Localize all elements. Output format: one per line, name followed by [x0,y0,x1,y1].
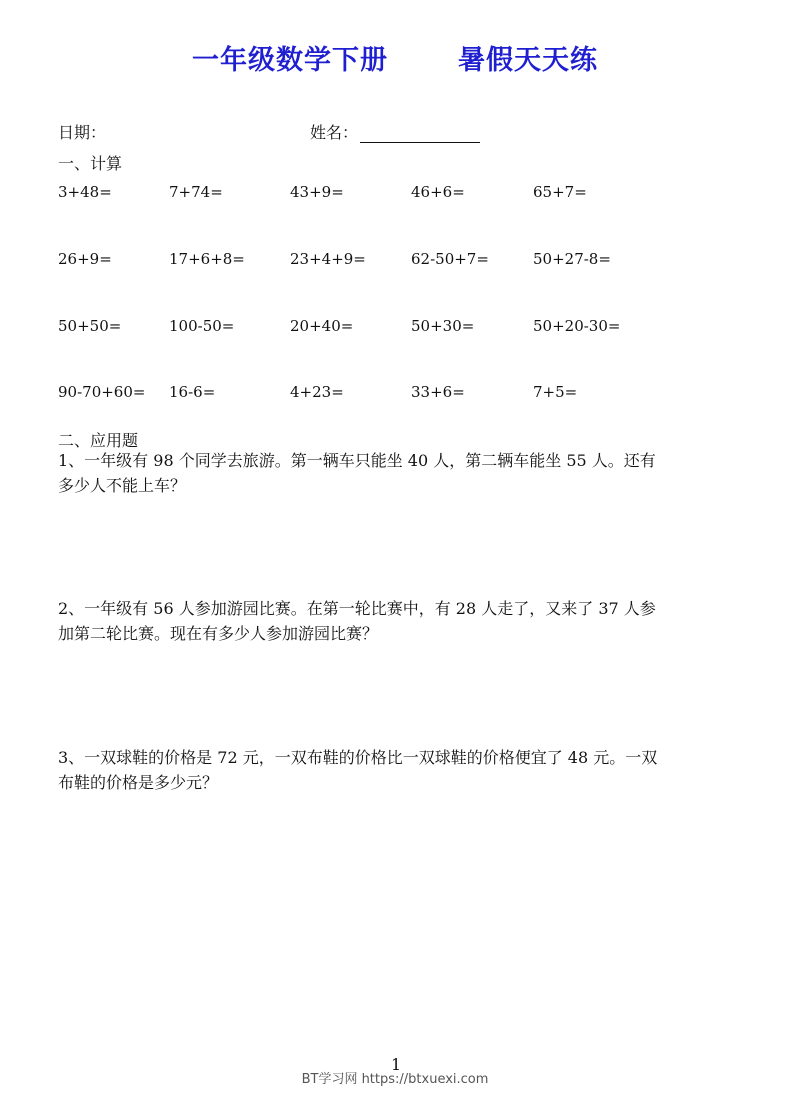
title-left: 一年级数学下册 [192,45,388,76]
calc-item: 7+5= [533,383,578,401]
title-right: 暑假天天练 [458,45,598,76]
calc-item: 50+30= [411,317,475,335]
application-heading: 二、应用题 [58,431,139,450]
word-problem [58,448,738,498]
calc-row [0,183,790,203]
problem-text: 多少人不能上车？ [58,476,187,495]
name-field [310,120,480,143]
calc-item: 65+7= [533,183,587,201]
calc-row [0,250,790,270]
calc-heading: 一、计算 [58,154,123,173]
calc-item: 100-50= [169,317,235,335]
footer-watermark: BT学习网 https://btxuexi.com [301,1072,489,1087]
calc-item: 7+74= [169,183,223,201]
calc-row [0,317,790,337]
calc-item: 17+6+8= [169,250,245,268]
calc-item: 16-6= [169,383,216,401]
calc-row [0,383,790,403]
word-problem [58,745,738,795]
calc-item: 62-50+7= [411,250,489,268]
calc-item: 23+4+9= [290,250,366,268]
name-underline [360,124,480,143]
calc-item: 4+23= [290,383,344,401]
word-problem [58,596,738,646]
problem-text: 布鞋的价格是多少元？ [58,773,219,792]
page-title [0,38,790,77]
calc-item: 3+48= [58,183,112,201]
calc-item: 50+20-30= [533,317,621,335]
calc-item: 46+6= [411,183,465,201]
page-number: 1 [391,1055,402,1074]
problem-text: 1、一年级有 98 个同学去旅游。第一辆车只能坐 40 人，第二辆车能坐 55 人。还有 [58,451,656,470]
problem-text: 3、一双球鞋的价格是 72 元，一双布鞋的价格比一双球鞋的价格便宜了 48 元。一双 [58,748,658,767]
problem-text: 加第二轮比赛。现在有多少人参加游园比赛？ [58,624,379,643]
name-label: 姓名： [310,123,359,142]
calc-item: 50+50= [58,317,122,335]
problem-text: 2、一年级有 56 人参加游园比赛。在第一轮比赛中，有 28 人走了，又来了 37 人参 [58,599,656,618]
calc-item: 20+40= [290,317,354,335]
calc-item: 50+27-8= [533,250,611,268]
calc-item: 90-70+60= [58,383,146,401]
calc-item: 33+6= [411,383,465,401]
calc-item: 26+9= [58,250,112,268]
date-label: 日期： [58,123,107,142]
calc-item: 43+9= [290,183,344,201]
